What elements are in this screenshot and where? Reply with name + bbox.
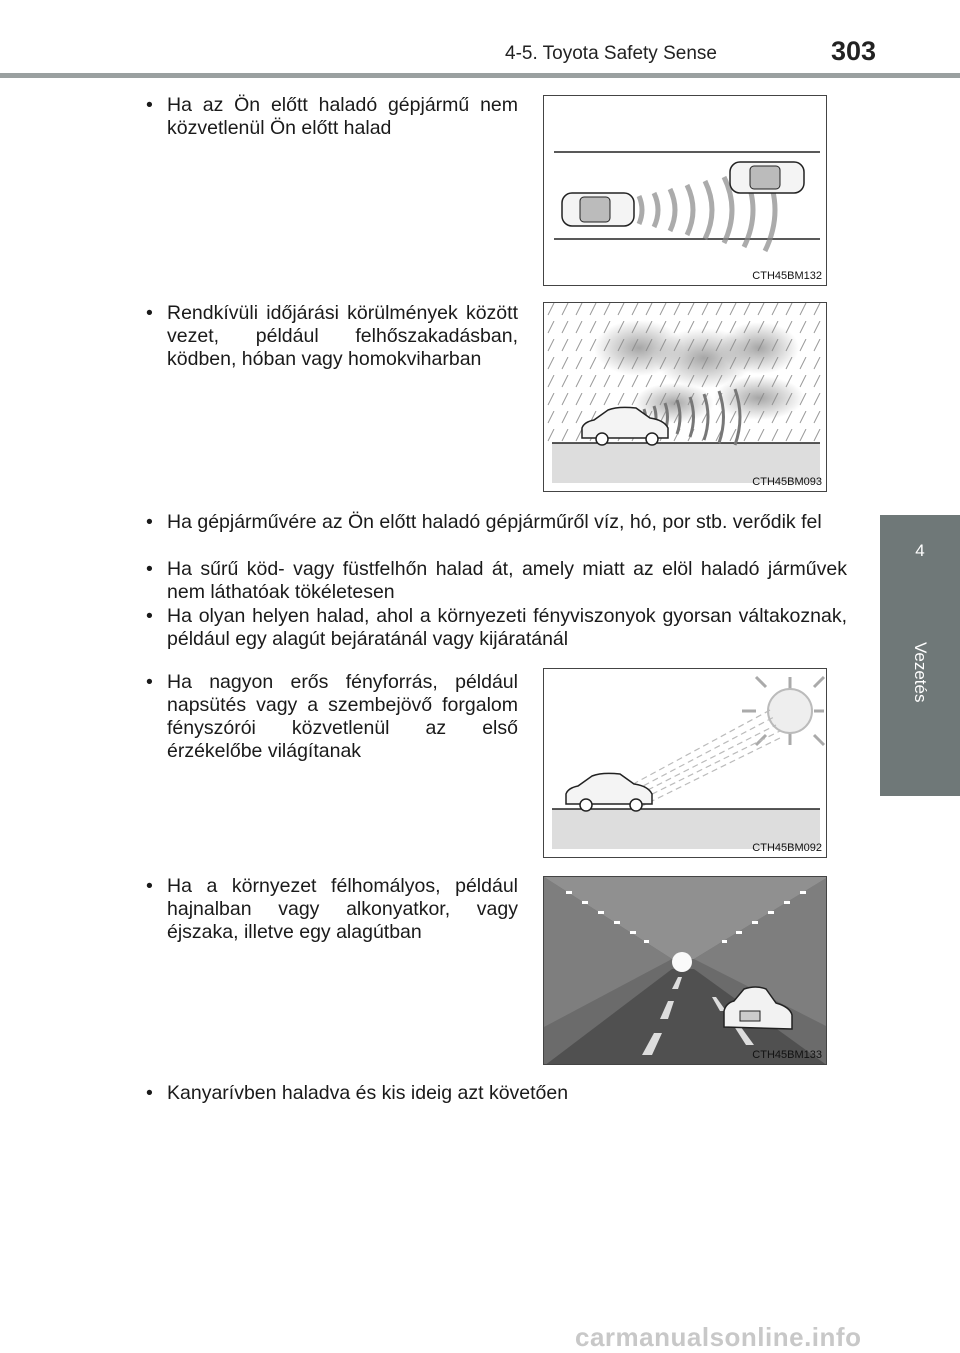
chapter-label: Vezetés <box>911 641 930 703</box>
bullet-item: • Ha sűrű köd- vagy füstfelhőn halad át, amely miatt az elöl haladó járművek nem láthatóak tökéletesen <box>145 558 847 604</box>
figure-offset-vehicle <box>543 95 827 286</box>
bullet-item: • Kanyarívben haladva és kis ideig azt követően <box>145 1082 847 1105</box>
header-rule <box>0 73 960 78</box>
bullet-item: • Ha olyan helyen halad, ahol a környezeti fényviszonyok gyorsan váltakoznak, például egy alagút bejáratánál vagy kijáratánál <box>145 605 847 651</box>
bullet-item: • Rendkívüli időjárási körülmények között vezet, például felhőszakadásban, ködben, hóban vagy homokviharban <box>145 302 518 371</box>
chapter-number: 4 <box>915 541 925 560</box>
figure-rain-storm <box>543 302 827 492</box>
figure-caption: CTH45BM132 <box>752 270 822 282</box>
bullet-item: • Ha a környezet félhomályos, például hajnalban vagy alkonyatkor, vagy éjszaka, illetve egy alagútban <box>145 875 518 944</box>
bullet-item: • Ha nagyon erős fényforrás, például napsütés vagy a szembejövő forgalom fényszórói közvetlenül az első érzékelőbe világítanak <box>145 671 518 763</box>
rain-storm-icon <box>544 303 827 492</box>
chapter-tab <box>880 515 960 796</box>
figure-tunnel <box>543 876 827 1065</box>
bullet-item: • Ha gépjárművére az Ön előtt haladó gépjárműről víz, hó, por stb. verődik fel <box>145 511 847 534</box>
section-title: 4-5. Toyota Safety Sense <box>505 43 717 64</box>
figure-caption: CTH45BM092 <box>752 842 822 854</box>
tunnel-icon <box>544 877 827 1065</box>
watermark: carmanualsonline.info <box>575 1322 862 1352</box>
figure-sun-glare <box>543 668 827 858</box>
bullet-item: • Ha az Ön előtt haladó gépjármű nem közvetlenül Ön előtt halad <box>145 94 518 140</box>
sun-glare-icon <box>544 669 827 858</box>
figure-caption: CTH45BM093 <box>752 476 822 488</box>
page-number: 303 <box>831 36 877 66</box>
offset-vehicle-icon <box>544 96 827 286</box>
figure-caption: CTH45BM133 <box>752 1049 822 1061</box>
